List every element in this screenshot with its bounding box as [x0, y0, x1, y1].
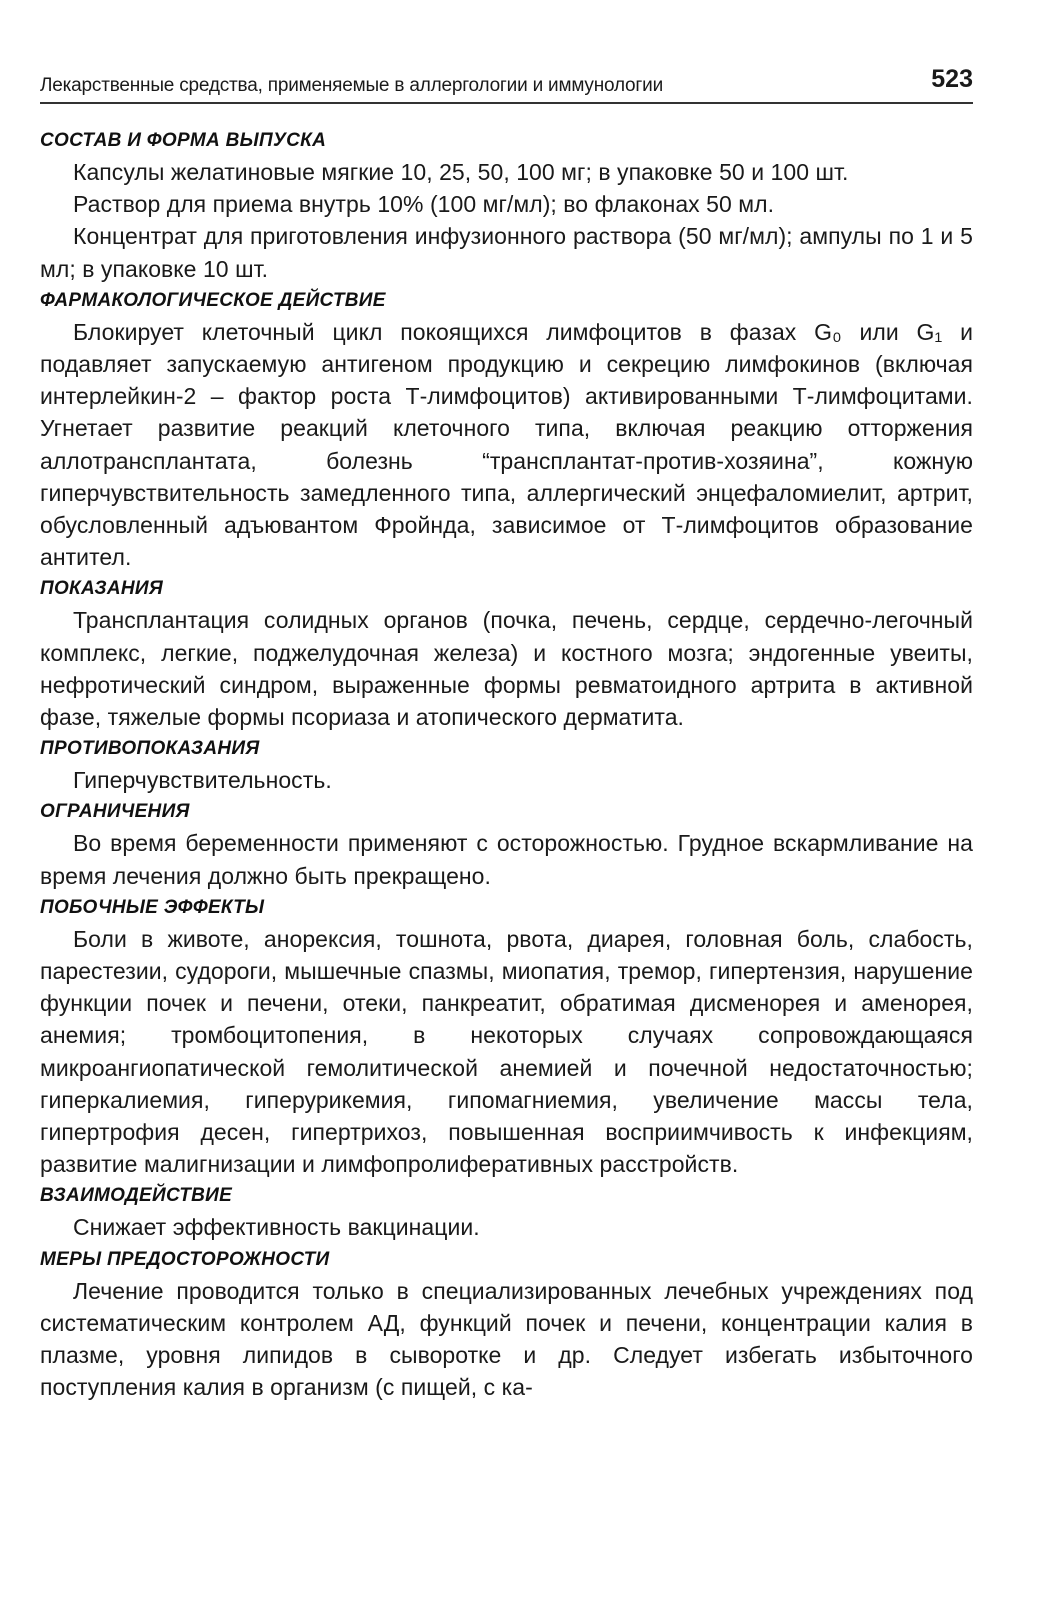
page-number: 523: [931, 65, 973, 93]
section-pharmacological-action: [40, 286, 973, 574]
section-indications: [40, 574, 973, 733]
section-composition: [40, 126, 973, 285]
section-body: [40, 156, 973, 285]
section-heading: ПОБОЧНЫЕ ЭФФЕКТЫ: [40, 896, 265, 918]
section-body: [40, 827, 973, 891]
paragraph: Боли в животе, анорексия, тошнота, рвота, диарея, головная боль, слабость, парестезии, судороги, мышечные спазмы, миопатия, тремор, гипертензия, нарушение функции почек и печени, отеки, панкреатит, обратимая дисменорея и аменорея, анемия; тромбоцитопения, в некоторых случаях сопровождающаяся микроангиопатической гемолитической анемией и почечной недостаточностью; гиперкалиемия, гиперурикемия, гипомагниемия, увеличение массы тела, гипертрофия десен, гипертрихоз, повышенная восприимчивость к инфекциям, развитие малигнизации и лимфопролиферативных расстройств.: [40, 925, 973, 1178]
section-interaction: [40, 1181, 973, 1243]
section-body: [40, 1211, 973, 1243]
paragraph: Раствор для приема внутрь 10% (100 мг/мл); во флаконах 50 мл.: [73, 191, 775, 218]
section-heading: СОСТАВ И ФОРМА ВЫПУСКА: [40, 130, 327, 151]
section-body: [40, 764, 973, 796]
section-heading: ПОКАЗАНИЯ: [40, 578, 163, 600]
paragraph: Лечение проводится только в специализированных лечебных учреждениях под систематическим контролем АД, функций почек и печени, концентрации калия в плазме, уровня липидов в сыворотке и др. Следует избегать избыточного поступления калия в организм (с пищей, с ка-: [40, 1277, 973, 1401]
section-body: [40, 1275, 973, 1404]
paragraph: Гиперчувствительность.: [73, 767, 332, 794]
section-body: [40, 923, 973, 1181]
running-header-title: Лекарственные средства, применяемые в аллергологии и иммунологии: [40, 75, 663, 96]
paragraph: Блокирует клеточный цикл покоящихся лимфоцитов в фазах G₀ или G₁ и подавляет запускаемую антигеном продукцию и секрецию лимфокинов (включая интерлейкин-2 – фактор роста Т-лимфоцитов) активированными Т-лимфоцитами. Угнетает развитие реакций клеточного типа, включая реакцию отторжения аллотрансплантата, болезнь “трансплантат-против-хозяина”, кожную гиперчувствительность замедленного типа, аллергический энцефаломиелит, артрит, обусловленный адъювантом Фройнда, зависимое от Т-лимфоцитов образование антител.: [40, 318, 973, 571]
section-body: [40, 604, 973, 733]
paragraph: Капсулы желатиновые мягкие 10, 25, 50, 100 мг; в упаковке 50 и 100 шт.: [73, 159, 849, 185]
paragraph: Концентрат для приготовления инфузионного раствора (50 мг/мл); ампулы по 1 и 5 мл; в упаковке 10 шт.: [40, 223, 973, 282]
section-contraindications: [40, 734, 973, 796]
section-heading: ВЗАИМОДЕЙСТВИЕ: [40, 1185, 233, 1207]
section-restrictions: [40, 797, 973, 891]
paragraph: Трансплантация солидных органов (почка, печень, сердце, сердечно-легочный комплекс, легкие, поджелудочная железа) и костного мозга; эндогенные увеиты, нефротический синдром, выраженные формы ревматоидного артрита в активной фазе, тяжелые формы псориаза и атопического дерматита.: [40, 607, 973, 731]
paragraph: Снижает эффективность вакцинации.: [73, 1214, 480, 1241]
article-content: [40, 126, 973, 1405]
running-header: [40, 62, 973, 104]
section-heading: ПРОТИВОПОКАЗАНИЯ: [40, 738, 260, 760]
section-heading: ОГРАНИЧЕНИЯ: [40, 801, 190, 823]
section-heading: ФАРМАКОЛОГИЧЕСКОЕ ДЕЙСТВИЕ: [40, 289, 386, 311]
section-heading: МЕРЫ ПРЕДОСТОРОЖНОСТИ: [40, 1248, 330, 1270]
section-precautions: [40, 1245, 973, 1404]
paragraph: Во время беременности применяют с осторожностью. Грудное вскармливание на время лечения должно быть прекращено.: [40, 830, 973, 889]
section-side-effects: [40, 893, 973, 1181]
section-body: [40, 316, 973, 574]
